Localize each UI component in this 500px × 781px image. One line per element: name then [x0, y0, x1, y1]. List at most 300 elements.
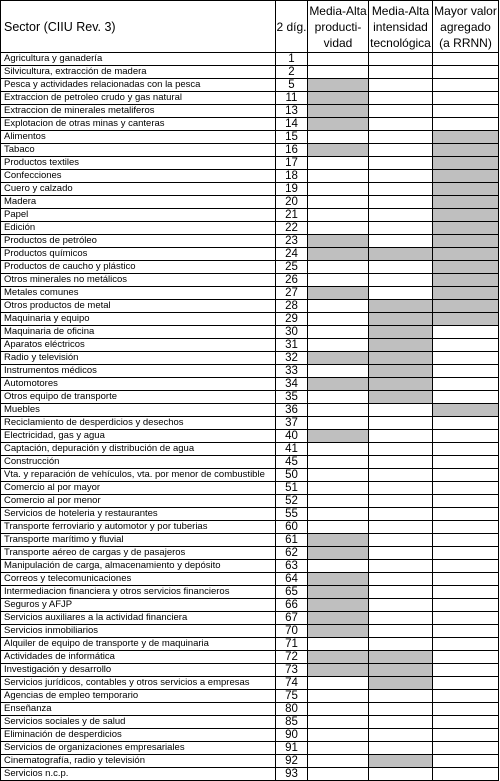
sector-name-cell: Automotores — [1, 378, 276, 391]
sector-code-cell: 31 — [276, 339, 308, 352]
sector-code-cell: 34 — [276, 378, 308, 391]
table-row — [1, 703, 499, 716]
productivity-flag-cell — [308, 534, 369, 547]
sector-name-cell: Intermediacion financiera y otros servicios financieros — [1, 586, 276, 599]
sector-name-cell: Tabaco — [1, 144, 276, 157]
sector-name-cell: Productos químicos — [1, 248, 276, 261]
productivity-flag-cell — [308, 352, 369, 365]
sector-code-cell: 55 — [276, 508, 308, 521]
productivity-flag-cell — [308, 690, 369, 703]
sector-code-cell: 40 — [276, 430, 308, 443]
sector-name-cell: Servicios inmobiliarios — [1, 625, 276, 638]
productivity-flag-cell — [308, 183, 369, 196]
technology-flag-cell — [369, 456, 433, 469]
table-row — [1, 716, 499, 729]
productivity-flag-cell — [308, 404, 369, 417]
sector-code-cell: 25 — [276, 261, 308, 274]
productivity-flag-cell — [308, 625, 369, 638]
added-value-flag-cell — [433, 222, 499, 235]
productivity-flag-cell — [308, 235, 369, 248]
added-value-flag-cell — [433, 729, 499, 742]
sector-name-cell: Muebles — [1, 404, 276, 417]
productivity-flag-cell — [308, 417, 369, 430]
table-row — [1, 365, 499, 378]
sector-name-cell: Extraccion de minerales metaliferos — [1, 105, 276, 118]
sector-code-cell: 14 — [276, 118, 308, 131]
added-value-flag-cell — [433, 430, 499, 443]
added-value-flag-cell — [433, 690, 499, 703]
table-row — [1, 521, 499, 534]
table-row — [1, 456, 499, 469]
productivity-flag-cell — [308, 651, 369, 664]
added-value-flag-cell — [433, 443, 499, 456]
added-value-flag-cell — [433, 92, 499, 105]
added-value-flag-cell — [433, 560, 499, 573]
productivity-flag-cell — [308, 716, 369, 729]
sector-code-cell: 65 — [276, 586, 308, 599]
technology-flag-cell — [369, 586, 433, 599]
sector-name-cell: Captación, depuración y distribución de agua — [1, 443, 276, 456]
productivity-flag-cell — [308, 768, 369, 781]
technology-flag-cell — [369, 287, 433, 300]
table-row — [1, 53, 499, 66]
sector-name-cell: Agencias de empleo temporario — [1, 690, 276, 703]
added-value-flag-cell — [433, 326, 499, 339]
header-productivity-line-1: Media-Alta — [309, 3, 367, 18]
productivity-flag-cell — [308, 469, 369, 482]
technology-flag-cell — [369, 326, 433, 339]
sector-name-cell: Correos y telecomunicaciones — [1, 573, 276, 586]
table-row — [1, 482, 499, 495]
technology-flag-cell — [369, 612, 433, 625]
table-row — [1, 534, 499, 547]
table-row — [1, 508, 499, 521]
table-row — [1, 664, 499, 677]
table-row — [1, 196, 499, 209]
sector-name-cell: Cinematografía, radio y televisión — [1, 755, 276, 768]
sector-code-cell: 27 — [276, 287, 308, 300]
sector-name-cell: Electricidad, gas y agua — [1, 430, 276, 443]
table-row — [1, 248, 499, 261]
sector-code-cell: 75 — [276, 690, 308, 703]
table-row — [1, 222, 499, 235]
technology-flag-cell — [369, 599, 433, 612]
technology-flag-cell — [369, 300, 433, 313]
sector-name-cell: Enseñanza — [1, 703, 276, 716]
technology-flag-cell — [369, 638, 433, 651]
sector-code-cell: 16 — [276, 144, 308, 157]
technology-flag-cell — [369, 53, 433, 66]
productivity-flag-cell — [308, 729, 369, 742]
technology-flag-cell — [369, 248, 433, 261]
added-value-flag-cell — [433, 612, 499, 625]
sector-name-cell: Manipulación de carga, almacenamiento y depósito — [1, 560, 276, 573]
productivity-flag-cell — [308, 131, 369, 144]
sector-code-cell: 1 — [276, 53, 308, 66]
table-row — [1, 729, 499, 742]
sector-code-cell: 36 — [276, 404, 308, 417]
header-added-value — [433, 1, 499, 53]
technology-flag-cell — [369, 183, 433, 196]
sector-code-cell: 45 — [276, 456, 308, 469]
sector-code-cell: 20 — [276, 196, 308, 209]
productivity-flag-cell — [308, 144, 369, 157]
technology-flag-cell — [369, 703, 433, 716]
technology-flag-cell — [369, 157, 433, 170]
sector-code-cell: 19 — [276, 183, 308, 196]
added-value-flag-cell — [433, 261, 499, 274]
sector-code-cell: 90 — [276, 729, 308, 742]
productivity-flag-cell — [308, 118, 369, 131]
sector-code-cell: 72 — [276, 651, 308, 664]
sector-name-cell: Papel — [1, 209, 276, 222]
table-row — [1, 755, 499, 768]
sector-code-cell: 35 — [276, 391, 308, 404]
added-value-flag-cell — [433, 352, 499, 365]
table-row — [1, 560, 499, 573]
table-row — [1, 287, 499, 300]
sector-name-cell: Actividades de informática — [1, 651, 276, 664]
added-value-flag-cell — [433, 742, 499, 755]
sector-name-cell: Servicios de organizaciones empresariales — [1, 742, 276, 755]
productivity-flag-cell — [308, 79, 369, 92]
productivity-flag-cell — [308, 326, 369, 339]
productivity-flag-cell — [308, 313, 369, 326]
table-row — [1, 404, 499, 417]
technology-flag-cell — [369, 313, 433, 326]
header-productivity-line-2: producti- — [314, 19, 362, 34]
sector-code-cell: 18 — [276, 170, 308, 183]
technology-flag-cell — [369, 664, 433, 677]
technology-flag-cell — [369, 235, 433, 248]
sector-code-cell: 23 — [276, 235, 308, 248]
added-value-flag-cell — [433, 638, 499, 651]
productivity-flag-cell — [308, 456, 369, 469]
table-row — [1, 651, 499, 664]
added-value-flag-cell — [433, 274, 499, 287]
technology-flag-cell — [369, 417, 433, 430]
added-value-flag-cell — [433, 651, 499, 664]
added-value-flag-cell — [433, 183, 499, 196]
added-value-flag-cell — [433, 339, 499, 352]
productivity-flag-cell — [308, 599, 369, 612]
table-row — [1, 339, 499, 352]
technology-flag-cell — [369, 521, 433, 534]
table-row — [1, 92, 499, 105]
productivity-flag-cell — [308, 430, 369, 443]
productivity-flag-cell — [308, 378, 369, 391]
added-value-flag-cell — [433, 209, 499, 222]
added-value-flag-cell — [433, 625, 499, 638]
productivity-flag-cell — [308, 560, 369, 573]
technology-flag-cell — [369, 222, 433, 235]
added-value-flag-cell — [433, 53, 499, 66]
technology-flag-cell — [369, 365, 433, 378]
technology-flag-cell — [369, 274, 433, 287]
productivity-flag-cell — [308, 508, 369, 521]
sector-name-cell: Servicios sociales y de salud — [1, 716, 276, 729]
header-row — [1, 1, 499, 53]
added-value-flag-cell — [433, 300, 499, 313]
added-value-flag-cell — [433, 79, 499, 92]
added-value-flag-cell — [433, 365, 499, 378]
technology-flag-cell — [369, 261, 433, 274]
table-row — [1, 326, 499, 339]
productivity-flag-cell — [308, 703, 369, 716]
technology-flag-cell — [369, 573, 433, 586]
productivity-flag-cell — [308, 248, 369, 261]
added-value-flag-cell — [433, 144, 499, 157]
header-added-value-line-3: (a RRNN) — [439, 35, 492, 50]
sector-name-cell: Maquinaria y equipo — [1, 313, 276, 326]
sector-code-cell: 37 — [276, 417, 308, 430]
added-value-flag-cell — [433, 599, 499, 612]
sector-code-cell: 91 — [276, 742, 308, 755]
technology-flag-cell — [369, 196, 433, 209]
added-value-flag-cell — [433, 157, 499, 170]
sector-name-cell: Transporte ferroviario y automotor y por tuberias — [1, 521, 276, 534]
table-row — [1, 391, 499, 404]
header-technology-line-1: Media-Alta — [371, 3, 430, 18]
technology-flag-cell — [369, 677, 433, 690]
sector-name-cell: Cuero y calzado — [1, 183, 276, 196]
productivity-flag-cell — [308, 222, 369, 235]
sector-code-cell: 64 — [276, 573, 308, 586]
productivity-flag-cell — [308, 287, 369, 300]
productivity-flag-cell — [308, 586, 369, 599]
table-row — [1, 469, 499, 482]
technology-flag-cell — [369, 508, 433, 521]
table-row — [1, 300, 499, 313]
table-row — [1, 313, 499, 326]
sector-name-cell: Seguros y AFJP — [1, 599, 276, 612]
table-row — [1, 209, 499, 222]
table-row — [1, 105, 499, 118]
added-value-flag-cell — [433, 469, 499, 482]
sector-name-cell: Pesca y actividades relacionadas con la pesca — [1, 79, 276, 92]
sector-code-cell: 71 — [276, 638, 308, 651]
table-row — [1, 573, 499, 586]
table-row — [1, 612, 499, 625]
technology-flag-cell — [369, 92, 433, 105]
sector-code-cell: 73 — [276, 664, 308, 677]
sector-name-cell: Silvicultura, extracción de madera — [1, 66, 276, 79]
table-row — [1, 183, 499, 196]
added-value-flag-cell — [433, 404, 499, 417]
added-value-flag-cell — [433, 573, 499, 586]
added-value-flag-cell — [433, 66, 499, 79]
added-value-flag-cell — [433, 456, 499, 469]
productivity-flag-cell — [308, 92, 369, 105]
added-value-flag-cell — [433, 586, 499, 599]
sector-name-cell: Investigación y desarrollo — [1, 664, 276, 677]
added-value-flag-cell — [433, 482, 499, 495]
sector-name-cell: Alquiler de equipo de transporte y de maquinaria — [1, 638, 276, 651]
technology-flag-cell — [369, 482, 433, 495]
productivity-flag-cell — [308, 547, 369, 560]
added-value-flag-cell — [433, 248, 499, 261]
table-row — [1, 131, 499, 144]
sector-code-cell: 15 — [276, 131, 308, 144]
sector-code-cell: 11 — [276, 92, 308, 105]
table-row — [1, 170, 499, 183]
sector-name-cell: Construcción — [1, 456, 276, 469]
header-code: 2 díg. — [276, 1, 308, 53]
sector-name-cell: Otros productos de metal — [1, 300, 276, 313]
table-row — [1, 144, 499, 157]
added-value-flag-cell — [433, 378, 499, 391]
sector-code-cell: 85 — [276, 716, 308, 729]
productivity-flag-cell — [308, 53, 369, 66]
technology-flag-cell — [369, 339, 433, 352]
sector-code-cell: 67 — [276, 612, 308, 625]
added-value-flag-cell — [433, 664, 499, 677]
table-row — [1, 378, 499, 391]
technology-flag-cell — [369, 131, 433, 144]
header-added-value-line-1: Mayor valor — [434, 3, 497, 18]
header-sector: Sector (CIIU Rev. 3) — [1, 1, 276, 53]
technology-flag-cell — [369, 66, 433, 79]
table-row — [1, 547, 499, 560]
sector-code-cell: 5 — [276, 79, 308, 92]
table-row — [1, 157, 499, 170]
technology-flag-cell — [369, 430, 433, 443]
sector-code-cell: 22 — [276, 222, 308, 235]
productivity-flag-cell — [308, 196, 369, 209]
productivity-flag-cell — [308, 482, 369, 495]
added-value-flag-cell — [433, 131, 499, 144]
sector-name-cell: Metales comunes — [1, 287, 276, 300]
added-value-flag-cell — [433, 287, 499, 300]
technology-flag-cell — [369, 170, 433, 183]
added-value-flag-cell — [433, 495, 499, 508]
sector-code-cell: 13 — [276, 105, 308, 118]
sector-name-cell: Transporte aéreo de cargas y de pasajeros — [1, 547, 276, 560]
header-productivity-line-3: vidad — [323, 35, 353, 50]
technology-flag-cell — [369, 729, 433, 742]
productivity-flag-cell — [308, 612, 369, 625]
added-value-flag-cell — [433, 391, 499, 404]
sector-code-cell: 63 — [276, 560, 308, 573]
table-header — [1, 1, 499, 53]
sector-code-cell: 30 — [276, 326, 308, 339]
sector-name-cell: Aparatos eléctricos — [1, 339, 276, 352]
productivity-flag-cell — [308, 664, 369, 677]
sector-code-cell: 51 — [276, 482, 308, 495]
sector-code-cell: 74 — [276, 677, 308, 690]
header-technology-line-3: tecnológica — [370, 35, 431, 50]
sector-code-cell: 80 — [276, 703, 308, 716]
sector-code-cell: 41 — [276, 443, 308, 456]
table-row — [1, 235, 499, 248]
sector-code-cell: 32 — [276, 352, 308, 365]
table-row — [1, 677, 499, 690]
added-value-flag-cell — [433, 235, 499, 248]
sector-name-cell: Explotacion de otras minas y canteras — [1, 118, 276, 131]
added-value-flag-cell — [433, 703, 499, 716]
sector-name-cell: Servicios auxiliares a la actividad financiera — [1, 612, 276, 625]
added-value-flag-cell — [433, 508, 499, 521]
sector-name-cell: Otros equipo de transporte — [1, 391, 276, 404]
sector-name-cell: Vta. y reparación de vehículos, vta. por menor de combustible — [1, 469, 276, 482]
sector-code-cell: 28 — [276, 300, 308, 313]
sector-name-cell: Transporte marítimo y fluvial — [1, 534, 276, 547]
sector-name-cell: Confecciones — [1, 170, 276, 183]
productivity-flag-cell — [308, 274, 369, 287]
productivity-flag-cell — [308, 261, 369, 274]
added-value-flag-cell — [433, 547, 499, 560]
technology-flag-cell — [369, 690, 433, 703]
table-row — [1, 274, 499, 287]
technology-flag-cell — [369, 404, 433, 417]
sector-name-cell: Servicios n.c.p. — [1, 768, 276, 781]
table-row — [1, 261, 499, 274]
technology-flag-cell — [369, 209, 433, 222]
added-value-flag-cell — [433, 170, 499, 183]
technology-flag-cell — [369, 469, 433, 482]
added-value-flag-cell — [433, 105, 499, 118]
technology-flag-cell — [369, 755, 433, 768]
technology-flag-cell — [369, 352, 433, 365]
productivity-flag-cell — [308, 170, 369, 183]
added-value-flag-cell — [433, 313, 499, 326]
technology-flag-cell — [369, 378, 433, 391]
technology-flag-cell — [369, 118, 433, 131]
sector-code-cell: 92 — [276, 755, 308, 768]
sector-name-cell: Instrumentos médicos — [1, 365, 276, 378]
table-row — [1, 599, 499, 612]
technology-flag-cell — [369, 625, 433, 638]
sector-name-cell: Servicios jurídicos, contables y otros servicios a empresas — [1, 677, 276, 690]
table-row — [1, 443, 499, 456]
table-row — [1, 638, 499, 651]
technology-flag-cell — [369, 742, 433, 755]
header-technology-line-2: intensidad — [373, 19, 428, 34]
sector-code-cell: 17 — [276, 157, 308, 170]
table-row — [1, 430, 499, 443]
technology-flag-cell — [369, 79, 433, 92]
productivity-flag-cell — [308, 66, 369, 79]
sector-name-cell: Extraccion de petroleo crudo y gas natural — [1, 92, 276, 105]
technology-flag-cell — [369, 768, 433, 781]
sector-code-cell: 24 — [276, 248, 308, 261]
technology-flag-cell — [369, 534, 433, 547]
table-body — [1, 53, 499, 781]
sector-code-cell: 52 — [276, 495, 308, 508]
productivity-flag-cell — [308, 300, 369, 313]
sector-name-cell: Alimentos — [1, 131, 276, 144]
sector-code-cell: 60 — [276, 521, 308, 534]
sector-code-cell: 29 — [276, 313, 308, 326]
productivity-flag-cell — [308, 521, 369, 534]
sector-code-cell: 93 — [276, 768, 308, 781]
sector-code-cell: 61 — [276, 534, 308, 547]
sector-code-cell: 70 — [276, 625, 308, 638]
sector-name-cell: Eliminación de desperdicios — [1, 729, 276, 742]
technology-flag-cell — [369, 716, 433, 729]
productivity-flag-cell — [308, 742, 369, 755]
productivity-flag-cell — [308, 573, 369, 586]
table-row — [1, 495, 499, 508]
sector-code-cell: 26 — [276, 274, 308, 287]
added-value-flag-cell — [433, 521, 499, 534]
productivity-flag-cell — [308, 365, 369, 378]
productivity-flag-cell — [308, 209, 369, 222]
technology-flag-cell — [369, 391, 433, 404]
table-row — [1, 79, 499, 92]
added-value-flag-cell — [433, 196, 499, 209]
added-value-flag-cell — [433, 755, 499, 768]
